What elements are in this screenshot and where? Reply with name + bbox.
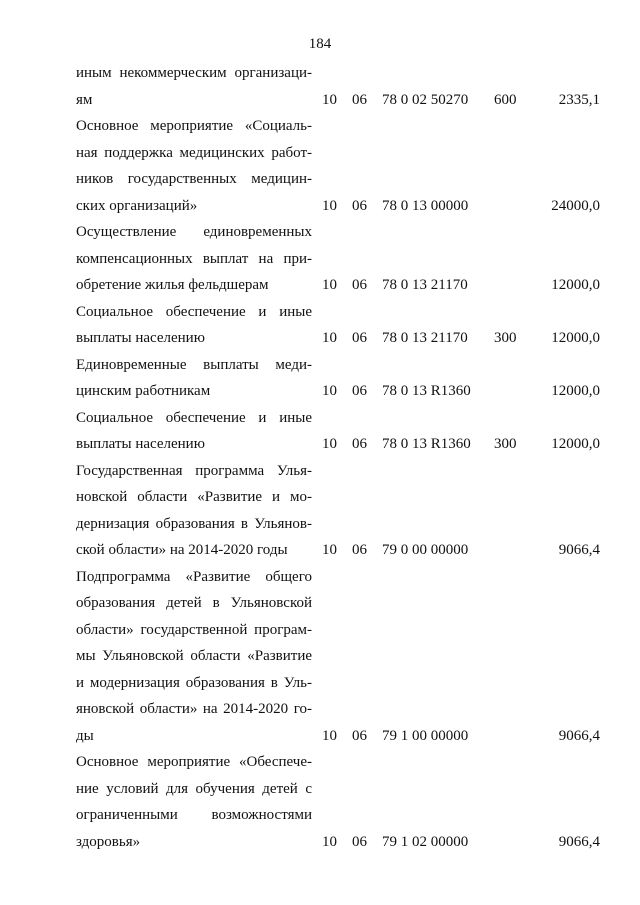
table-row xyxy=(0,299,640,352)
description-line: мы Ульяновской области «Развитие xyxy=(76,648,312,664)
description-line: Осуществление единовременных xyxy=(76,224,312,240)
row-description xyxy=(76,749,312,855)
description-line: Единовременные выплаты меди- xyxy=(76,356,312,373)
row-codes xyxy=(322,378,528,405)
subsection-code: 06 xyxy=(352,197,367,214)
section-code: 10 xyxy=(322,91,337,108)
table-row xyxy=(0,458,640,564)
table-row xyxy=(0,219,640,299)
row-description xyxy=(76,405,312,458)
description-line: здоровья» xyxy=(76,833,141,850)
row-description xyxy=(76,352,312,405)
subsection-code: 06 xyxy=(352,383,367,399)
description-line: выплаты населению xyxy=(76,330,205,346)
section-code: 10 xyxy=(322,542,337,558)
description-line: цинским работникам xyxy=(76,383,211,399)
description-line: Основное мероприятие «Социаль- xyxy=(76,118,312,134)
description-line: обретение жилья фельдшерам xyxy=(76,277,269,293)
target-article-code: 78 0 13 21170 xyxy=(382,330,468,346)
table-row xyxy=(0,113,640,219)
row-codes xyxy=(322,193,528,220)
table-row xyxy=(0,60,640,113)
description-line: Основное мероприятие «Обеспече- xyxy=(76,754,312,770)
target-article-code: 78 0 02 50270 xyxy=(382,91,469,108)
section-code: 10 xyxy=(322,277,337,293)
row-amount: 2335,1 xyxy=(558,91,600,108)
section-code: 10 xyxy=(322,833,337,850)
table-row xyxy=(0,564,640,750)
section-code: 10 xyxy=(322,330,337,346)
description-line: Социальное обеспечение и иные xyxy=(76,303,312,320)
expense-type-code: 600 xyxy=(494,91,517,108)
description-line: ских организаций» xyxy=(76,197,198,214)
row-codes xyxy=(322,829,528,856)
row-amount: 9066,4 xyxy=(558,542,600,558)
description-line: Социальное обеспечение и иные xyxy=(76,409,312,426)
section-code: 10 xyxy=(322,197,337,214)
expense-type-code: 300 xyxy=(494,330,517,346)
row-codes xyxy=(322,431,528,458)
row-codes xyxy=(322,272,528,299)
description-line: ние условий для обучения детей с xyxy=(76,780,312,797)
row-amount: 12000,0 xyxy=(551,277,600,293)
target-article-code: 78 0 13 00000 xyxy=(382,197,469,214)
target-article-code: 79 1 00 00000 xyxy=(382,727,469,744)
description-line: компенсационных выплат на при- xyxy=(76,250,312,267)
row-description xyxy=(76,564,312,750)
row-codes xyxy=(322,537,528,564)
section-code: 10 xyxy=(322,436,337,452)
description-line: и модернизация образования в Уль- xyxy=(76,674,312,691)
description-line: ской области» на 2014-2020 годы xyxy=(76,542,288,558)
row-amount: 12000,0 xyxy=(551,330,600,346)
target-article-code: 79 1 02 00000 xyxy=(382,833,469,850)
table-row xyxy=(0,749,640,855)
row-amount: 9066,4 xyxy=(558,727,600,744)
row-codes xyxy=(322,87,528,114)
subsection-code: 06 xyxy=(352,277,367,293)
target-article-code: 78 0 13 21170 xyxy=(382,277,468,293)
section-code: 10 xyxy=(322,727,337,744)
page-number: 184 xyxy=(308,36,332,52)
row-codes xyxy=(322,723,528,750)
description-line: иным некоммерческим организаци- xyxy=(76,65,312,81)
description-line: яновской области» на 2014-2020 го- xyxy=(76,701,312,717)
row-amount: 12000,0 xyxy=(551,436,600,452)
subsection-code: 06 xyxy=(352,91,367,108)
row-description xyxy=(76,458,312,564)
description-line: выплаты населению xyxy=(76,436,205,452)
expense-type-code: 300 xyxy=(494,436,517,452)
subsection-code: 06 xyxy=(352,436,367,452)
description-line: ная поддержка медицинских работ- xyxy=(76,144,312,161)
target-article-code: 78 0 13 R1360 xyxy=(382,383,471,399)
description-line: новской области «Развитие и мо- xyxy=(76,489,312,505)
description-line: области» государственной програм- xyxy=(76,621,312,638)
row-codes xyxy=(322,325,528,352)
target-article-code: 79 0 00 00000 xyxy=(382,542,469,558)
description-line: ям xyxy=(76,91,93,108)
description-line: Государственная программа Улья- xyxy=(76,462,312,479)
subsection-code: 06 xyxy=(352,833,367,850)
description-line: Подпрограмма «Развитие общего xyxy=(76,568,312,585)
description-line: дернизация образования в Ульянов- xyxy=(76,515,312,532)
target-article-code: 78 0 13 R1360 xyxy=(382,436,471,452)
row-amount: 12000,0 xyxy=(551,383,600,399)
budget-table xyxy=(0,60,640,855)
row-description xyxy=(76,219,312,299)
row-description xyxy=(76,60,312,113)
table-row xyxy=(0,352,640,405)
row-amount: 9066,4 xyxy=(558,833,600,850)
description-line: образования детей в Ульяновской xyxy=(76,595,312,611)
row-amount: 24000,0 xyxy=(551,197,600,214)
subsection-code: 06 xyxy=(352,727,367,744)
section-code: 10 xyxy=(322,383,337,399)
row-description xyxy=(76,113,312,219)
subsection-code: 06 xyxy=(352,542,367,558)
description-line: ников государственных медицин- xyxy=(76,171,312,187)
row-description xyxy=(76,299,312,352)
description-line: ограниченными возможностями xyxy=(76,807,312,823)
subsection-code: 06 xyxy=(352,330,367,346)
description-line: ды xyxy=(76,727,94,744)
table-row xyxy=(0,405,640,458)
